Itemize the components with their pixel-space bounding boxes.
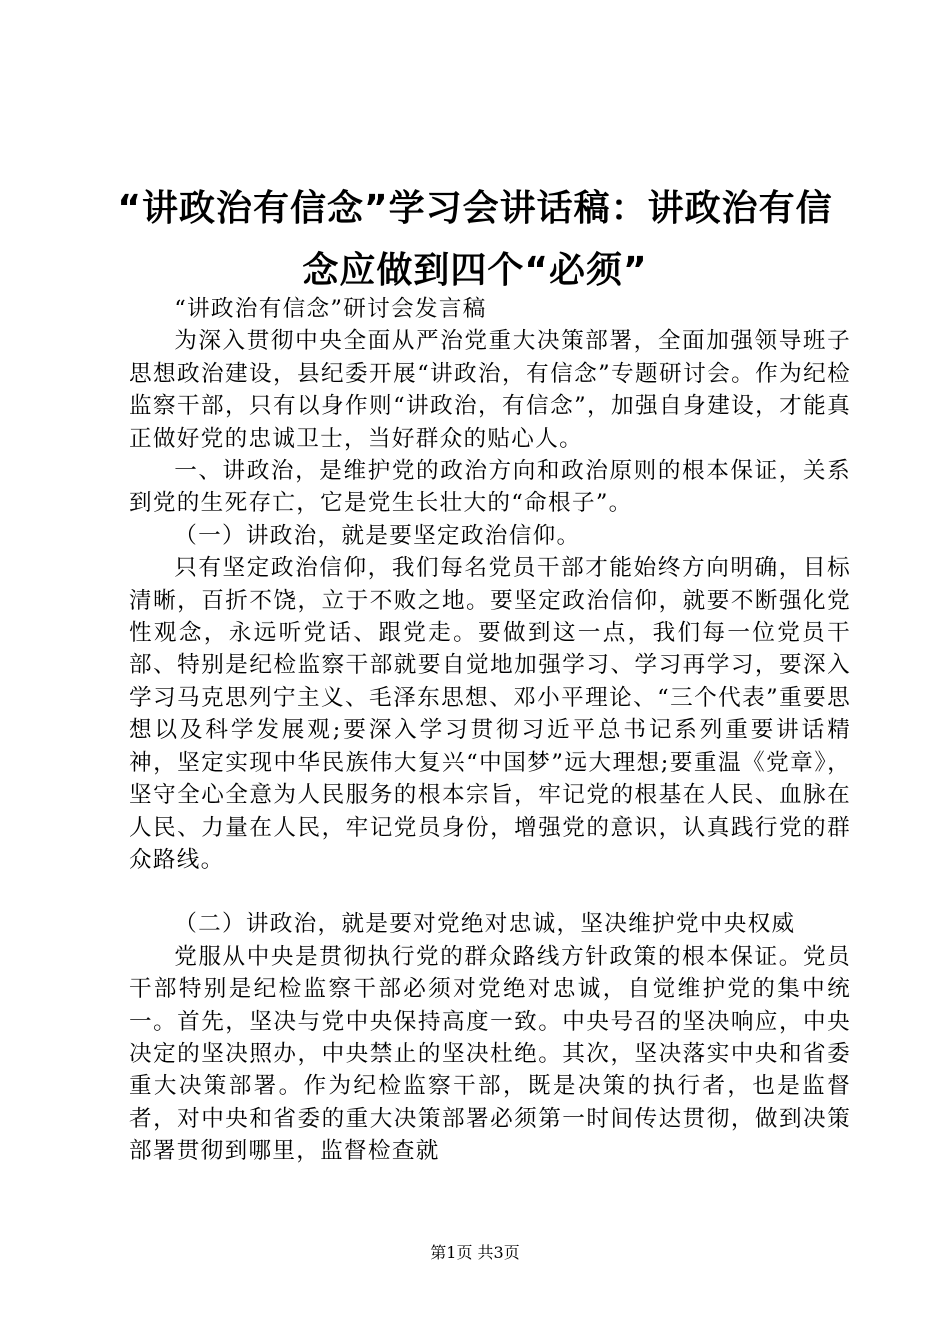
intro-paragraph: 为深入贯彻中央全面从严治党重大决策部署，全面加强领导班子思想政治建设，县纪委开展“讲政治，有信念”专题研讨会。作为纪检监察干部，只有以身作则“讲政治，有信念”，加强自身建设，才能真正做好党的忠诚卫士，当好群众的贴心人。	[129, 328, 851, 452]
subtitle-paragraph: “讲政治有信念”研讨会发言稿	[174, 296, 487, 322]
page-footer: 第1页 共3页	[430, 1243, 520, 1262]
title-line-1: “讲政治有信念”学习会讲话稿：讲政治有信	[117, 188, 833, 229]
subsection-1-heading: （一）讲政治，就是要坚定政治信仰。	[174, 522, 581, 549]
body-paragraph: 党服从中央是贯彻执行党的群众路线方针政策的根本保证。党员干部特别是纪检监察干部必须对党绝对忠诚，自觉维护党的集中统一。首先，坚决与党中央保持高度一致。中央号召的坚决响应，中央决定的坚决照办，中央禁止的坚决杜绝。其次，坚决落实中央和省委重大决策部署。作为纪检监察干部，既是决策的执行者，也是监督者，对中央和省委的重大决策部署必须第一时间传达贯彻，做到决策部署贯彻到哪里，监督检查就	[129, 943, 851, 1165]
document-body	[129, 293, 851, 1168]
title-line-2: 念应做到四个“必须”	[302, 250, 648, 291]
section-1-heading: 一、讲政治，是维护党的政治方向和政治原则的根本保证，关系到党的生死存亡，它是党生长壮大的“命根子”。	[129, 458, 851, 517]
document-title	[110, 178, 840, 302]
body-paragraph: 只有坚定政治信仰，我们每名党员干部才能始终方向明确，目标清晰，百折不饶，立于不败之地。要坚定政治信仰，就要不断强化党性观念，永远听党话、跟党走。要做到这一点，我们每一位党员干部、特别是纪检监察干部就要自觉地加强学习、学习再学习，要深入学习马克思列宁主义、毛泽东思想、邓小平理论、“三个代表”重要思想以及科学发展观;要深入学习贯彻习近平总书记系列重要讲话精神，坚定实现中华民族伟大复兴“中国梦”远大理想;要重温《党章》，坚守全心全意为人民服务的根本宗旨，牢记党的根基在人民、血脉在人民、力量在人民，牢记党员身份，增强党的意识，认真践行党的群众路线。	[129, 555, 851, 873]
subsection-2-heading: （二）讲政治，就是要对党绝对忠诚，坚决维护党中央权威	[174, 911, 796, 938]
